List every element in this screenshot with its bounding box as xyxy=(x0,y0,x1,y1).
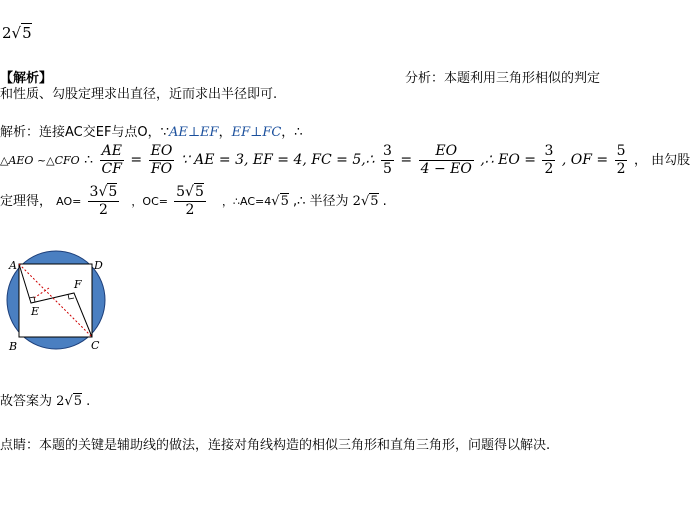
fraction-eo-fo: $\frac{EO}{FO}$ xyxy=(150,142,173,177)
solution-line2 xyxy=(0,140,690,181)
solution-line1-suffix: ，∴ xyxy=(281,125,303,140)
given-values: ∵ AE = 3, EF = 4, FC = 5,∴ xyxy=(180,152,375,168)
top-answer-coef: 2 xyxy=(2,24,12,42)
fraction-eo-4-minus-eo: $\frac{EO}{4 - EO}$ xyxy=(420,142,472,177)
fraction-ao: $\frac{3√5}{2}$ xyxy=(89,184,118,218)
analysis-title: 【解析】 xyxy=(0,71,53,86)
fraction-ae-cf: $\frac{AE}{CF}$ xyxy=(101,142,122,177)
solution-line1-prefix: 解析：连接AC交EF与点O，∵ xyxy=(0,125,169,140)
fraction-3-5: $\frac{3}{5}$ xyxy=(383,142,392,177)
label-d: D xyxy=(94,259,103,272)
top-answer: 2√5 xyxy=(2,24,32,42)
period: . xyxy=(382,194,387,209)
solution-line1 xyxy=(0,121,303,140)
solution-line2-suffix: ， 由勾股 xyxy=(633,153,690,168)
label-c: C xyxy=(91,339,100,352)
eo-label: ,∴ EO = xyxy=(480,152,536,168)
key-point-comment: 点睛：本题的关键是辅助线的做法，连接对角线构造的相似三角形和直角三角形，问题得以解决. xyxy=(0,438,551,453)
conclusion-suffix: . xyxy=(86,394,91,409)
radius-radicand: 5 xyxy=(370,194,379,209)
sep: ， xyxy=(218,125,232,140)
label-f: F xyxy=(74,278,82,291)
line3-prefix: 定理得， xyxy=(0,194,53,209)
conclusion-coef: 2 xyxy=(56,394,65,409)
radius-coef: 2 xyxy=(352,194,361,209)
ao-label: AO= xyxy=(56,195,82,208)
top-answer-radicand: 5 xyxy=(22,24,32,42)
ac-suffix: ,∴ 半径为 xyxy=(292,194,349,209)
fraction-oc: $\frac{5√5}{2}$ xyxy=(176,184,204,218)
label-a: A xyxy=(9,259,17,272)
conclusion-line: 故答案为 2√5 . xyxy=(0,394,91,409)
equals-sign-2: = xyxy=(400,152,413,168)
conclusion-prefix: 故答案为 xyxy=(0,394,53,409)
geometry-figure xyxy=(4,258,114,358)
ac-text: ，∴AC=4 xyxy=(222,195,272,208)
analysis-summary-line2: 和性质、勾股定理求出直径，近而求出半径即可. xyxy=(0,87,278,102)
equals-sign: = xyxy=(130,152,143,168)
label-e: E xyxy=(31,305,40,318)
fraction-5-2: $\frac{5}{2}$ xyxy=(616,142,626,177)
perp-ae-ef: AE⊥EF xyxy=(168,125,219,140)
oc-label: ，OC= xyxy=(131,195,168,208)
ac-radicand: 5 xyxy=(280,194,289,209)
fraction-3-2: $\frac{3}{2}$ xyxy=(544,142,554,177)
analysis-summary-line1: 分析：本题利用三角形相似的判定 xyxy=(405,71,601,86)
label-b: B xyxy=(9,340,18,353)
of-label: , OF = xyxy=(561,152,609,168)
conclusion-radicand: 5 xyxy=(73,394,83,409)
similar-triangles: △AEO ~△CFO xyxy=(0,154,80,167)
therefore-symbol: ∴ xyxy=(84,152,94,168)
solution-line3: 定理得， AO= $\frac{3√5}{2}$ ，OC= $\frac{5√5}{2}$ ，∴AC=4√5 ,∴ 半径为 2√5 . xyxy=(0,184,387,218)
perp-ef-fc: EF⊥FC xyxy=(231,125,282,140)
